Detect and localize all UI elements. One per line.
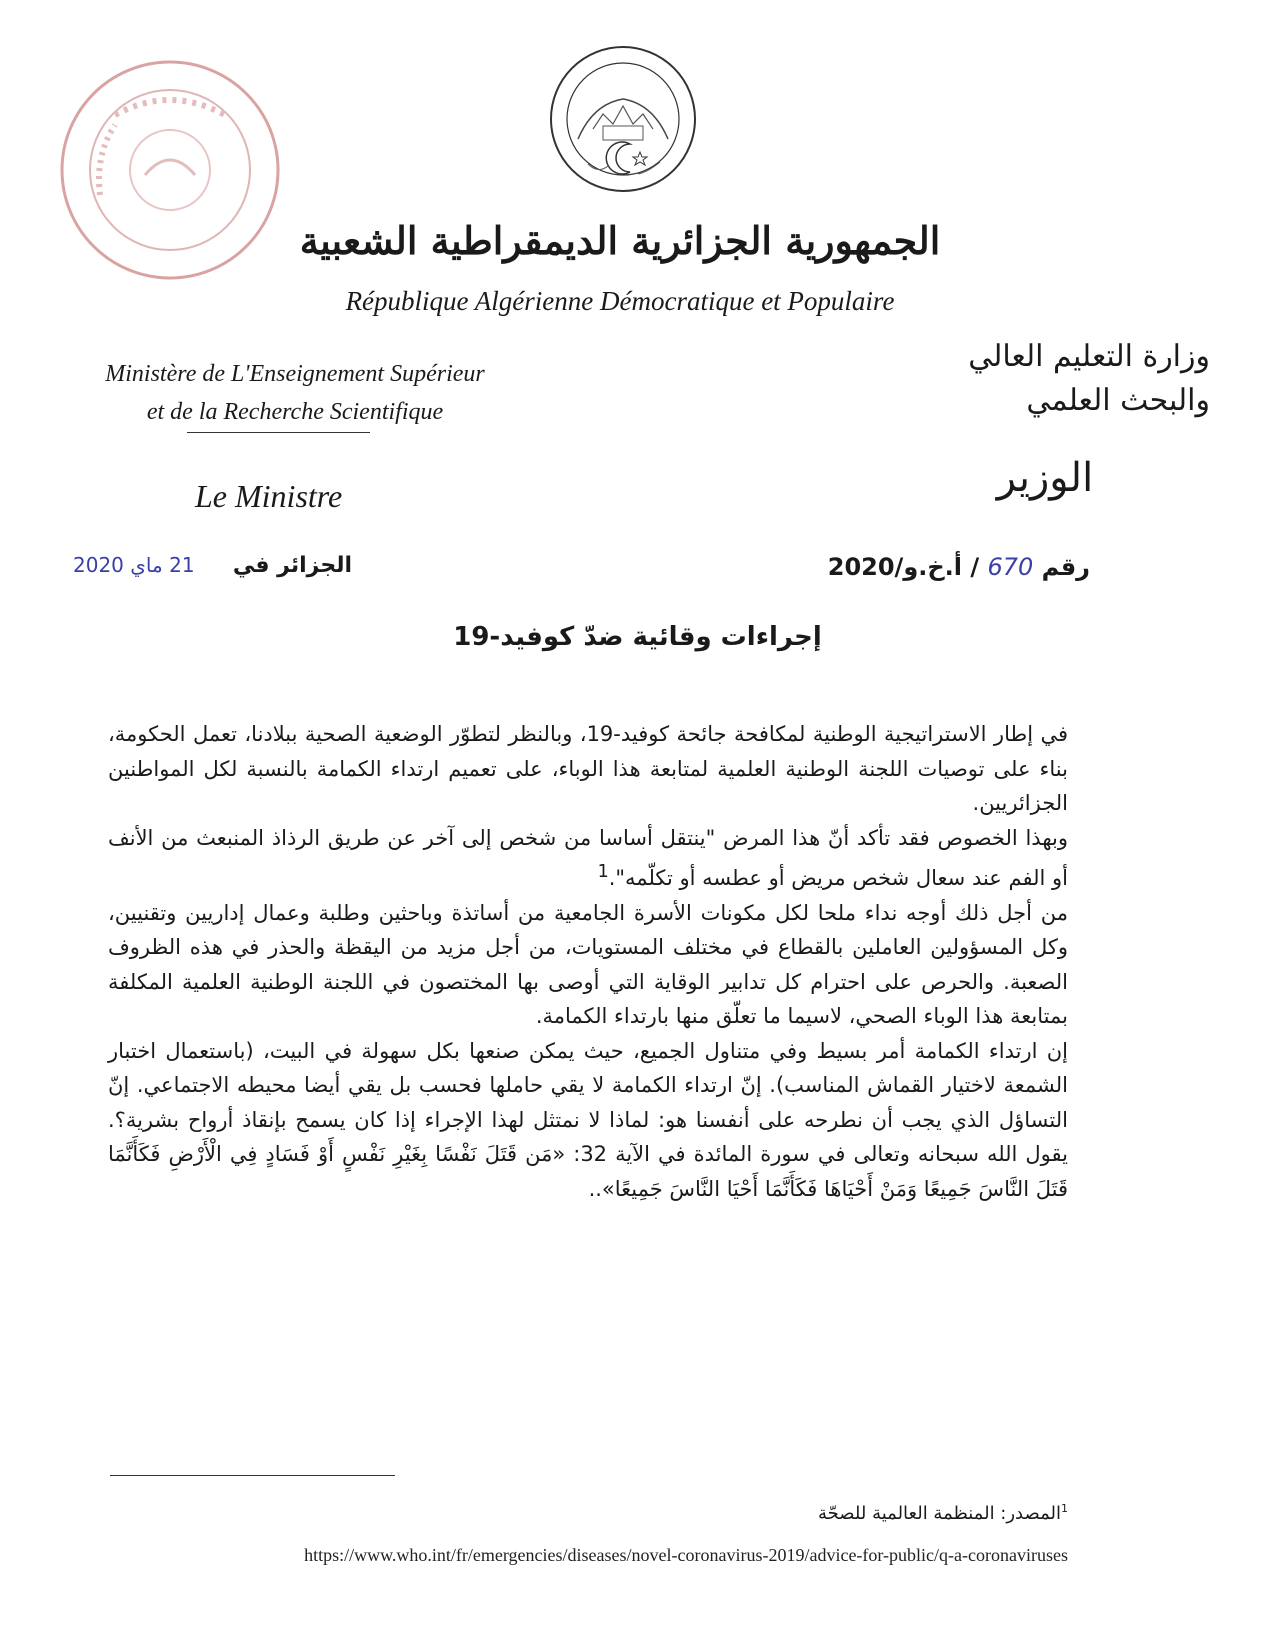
- state-emblem-seal: [548, 44, 698, 194]
- reference-label: رقم: [1041, 553, 1090, 581]
- french-republic-title: République Algérienne Démocratique et Populaire: [345, 286, 895, 316]
- french-ministry-name: [55, 355, 535, 431]
- footnote: [700, 1502, 1068, 1524]
- footnote-source-url[interactable]: https://www.who.int/fr/emergencies/diseases/novel-coronavirus-2019/advice-for-public/q-a-coronaviruses: [304, 1545, 1068, 1565]
- reference-number: [760, 553, 1090, 581]
- arabic-ministry-line1: وزارة التعليم العالي: [968, 339, 1210, 374]
- footnote-number: 1: [1061, 1502, 1068, 1515]
- arabic-minister-label: الوزير: [996, 455, 1094, 501]
- reference-handwritten-number: 670: [987, 553, 1034, 581]
- letter-body: [108, 717, 1068, 1206]
- arabic-ministry-name: [870, 335, 1210, 423]
- body-paragraph-3: من أجل ذلك أوجه نداء ملحا لكل مكونات الأسرة الجامعية من أساتذة وباحثين وطلبة وعمال إداريين وتقنيين، وكل المسؤولين العاملين بالقطاع في مختلف المستويات، من أجل مزيد من اليقظة والحذر في هذه الظروف الصعبة. والحرص على احترام كل تدابير الوقاية التي أوصى بها المختصون في اللجنة الوطنية العلمية المكلفة بمتابعة هذا الوباء الصحي، لاسيما ما تعلّق منها بارتداء الكمامة.: [108, 900, 1068, 1028]
- body-paragraph-1: في إطار الاستراتيجية الوطنية لمكافحة جائحة كوفيد-19، وبالنظر لتطوّر الوضعية الصحية ببلادنا، تعمل الحكومة، بناء على توصيات اللجنة الوطنية العلمية لمتابعة هذا الوباء، على تعميم ارتداء الكمامة بالنسبة لكل المواطنين الجزائريين.: [108, 722, 1068, 815]
- body-paragraph-2-text: وبهذا الخصوص فقد تأكد أنّ هذا المرض "ينتقل أساسا من شخص إلى آخر عن طريق الرذاذ المنبعث من الأنف أو الفم عند سعال شخص مريض أو عطسه أو تكلّمه".: [108, 825, 1068, 890]
- document-subject: إجراءات وقائية ضدّ كوفيد-19: [453, 622, 822, 652]
- body-paragraph-4: إن ارتداء الكمامة أمر بسيط وفي متناول الجميع، حيث يمكن صنعها بكل سهولة في البيت، (باستعمال اختبار الشمعة لاختيار القماش المناسب). إنّ ارتداء الكمامة لا يقي حاملها فحسب بل يقي أيضا محيطه الاجتماعي. إنّ التساؤل الذي يجب أن نطرحه على أنفسنا هو: لماذا لا نمتثل لهذا الإجراء إذا كان يسمح بإنقاذ أرواح بشرية؟. يقول الله سبحانه وتعالى في سورة المائدة في الآية 32: «مَن قَتَلَ نَفْسًا بِغَيْرِ نَفْسٍ أَوْ فَسَادٍ فِي الْأَرْضِ فَكَأَنَّمَا قَتَلَ النَّاسَ جَمِيعًا وَمَنْ أَحْيَاهَا فَكَأَنَّمَا أَحْيَا النَّاسَ جَمِيعًا»..: [108, 1038, 1068, 1201]
- french-minister-label: Le Ministre: [195, 478, 343, 514]
- french-ministry-line1: Ministère de L'Enseignement Supérieur: [105, 361, 485, 387]
- place-date: [72, 553, 352, 578]
- footnote-text: المصدر: المنظمة العالمية للصحّة: [818, 1503, 1061, 1524]
- reference-suffix: / أ.خ.و/2020: [827, 553, 980, 581]
- date-stamp: 21 ماي 2020: [73, 553, 195, 577]
- footnote-divider: [110, 1475, 395, 1476]
- french-ministry-line2: et de la Recherche Scientifique: [146, 399, 444, 425]
- footnote-reference: 1: [597, 862, 609, 882]
- arabic-republic-title: الجمهورية الجزائرية الديمقراطية الشعبية: [299, 218, 941, 263]
- body-paragraph-2: [108, 821, 1068, 896]
- arabic-ministry-line2: والبحث العلمي: [1026, 383, 1210, 418]
- ministry-stamp: [55, 55, 285, 285]
- ministry-divider: [187, 432, 370, 433]
- place-label: الجزائر في: [232, 553, 352, 578]
